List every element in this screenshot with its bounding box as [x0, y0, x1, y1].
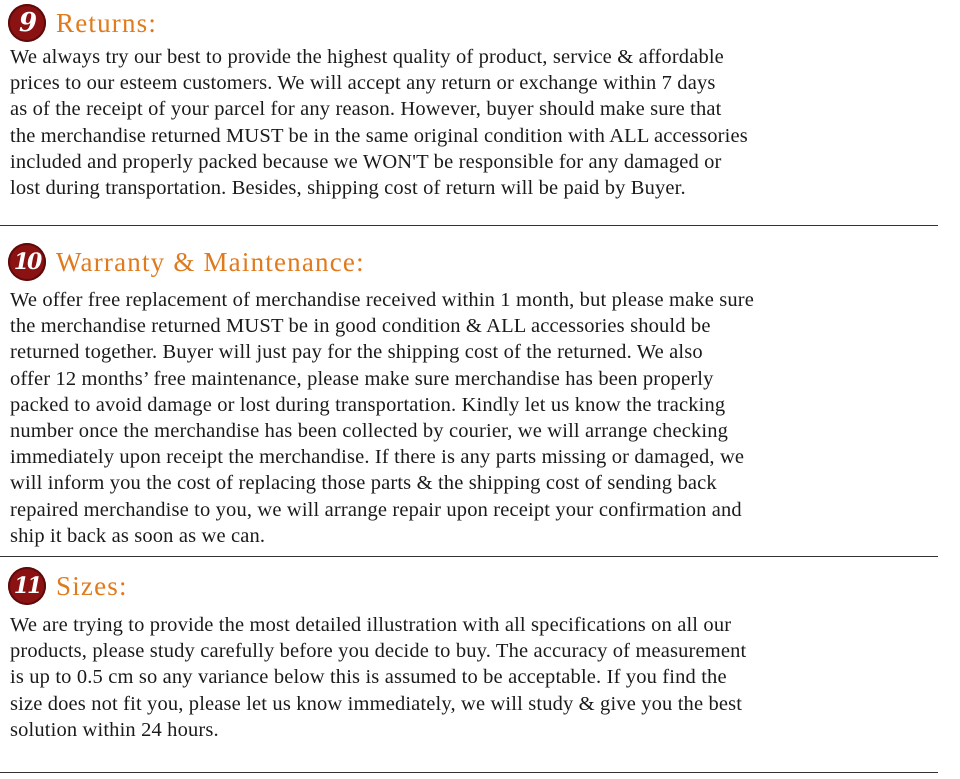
returns-title: Returns:	[56, 8, 158, 38]
section-number-badge-warranty: 10	[8, 243, 46, 281]
section-divider	[0, 225, 938, 226]
section-number-badge-returns: 9	[8, 4, 46, 42]
section-divider	[0, 772, 938, 773]
section-number-badge-sizes: 11	[8, 567, 46, 605]
warranty-title: Warranty & Maintenance:	[56, 247, 365, 277]
sizes-body: We are trying to provide the most detailed illustration with all specifications on all our products, please study carefully before you decide to buy. The accuracy of measurement is up to 0.5 cm so any variance below this is assumed to be acceptable. If you find the size does not fit you, please let us know immediately, we will study & give you the best solution within 24 hours.	[10, 614, 747, 741]
returns-heading	[8, 3, 157, 43]
section-divider	[0, 556, 938, 557]
warranty-body: We offer free replacement of merchandise received within 1 month, but please make sure the merchandise returned MUST be in good condition & ALL accessories should be returned together. Buyer will just pay for the shipping cost of the returned. We also offer 12 months’ free maintenance, please make sure merchandise has been properly packed to avoid damage or lost during transportation. Kindly let us know the tracking number once the merchandise has been collected by courier, we will arrange checking immediately upon receipt the merchandise. If there is any parts missing or damaged, we will inform you the cost of replacing those parts & the shipping cost of sending back repaired merchandise to you, we will arrange repair upon receipt your confirmation and ship it back as soon as we can.	[10, 289, 755, 547]
sizes-heading	[8, 566, 128, 606]
returns-body: We always try our best to provide the highest quality of product, service & affordable prices to our esteem customers. We will accept any return or exchange within 7 days as of the receipt of your parcel for any reason. However, buyer should make sure that the merchandise returned MUST be in the same original condition with ALL accessories included and properly packed because we WON'T be responsible for any damaged or lost during transportation. Besides, shipping cost of return will be paid by Buyer.	[10, 46, 748, 200]
sizes-title: Sizes:	[56, 571, 128, 601]
warranty-heading	[8, 242, 365, 282]
